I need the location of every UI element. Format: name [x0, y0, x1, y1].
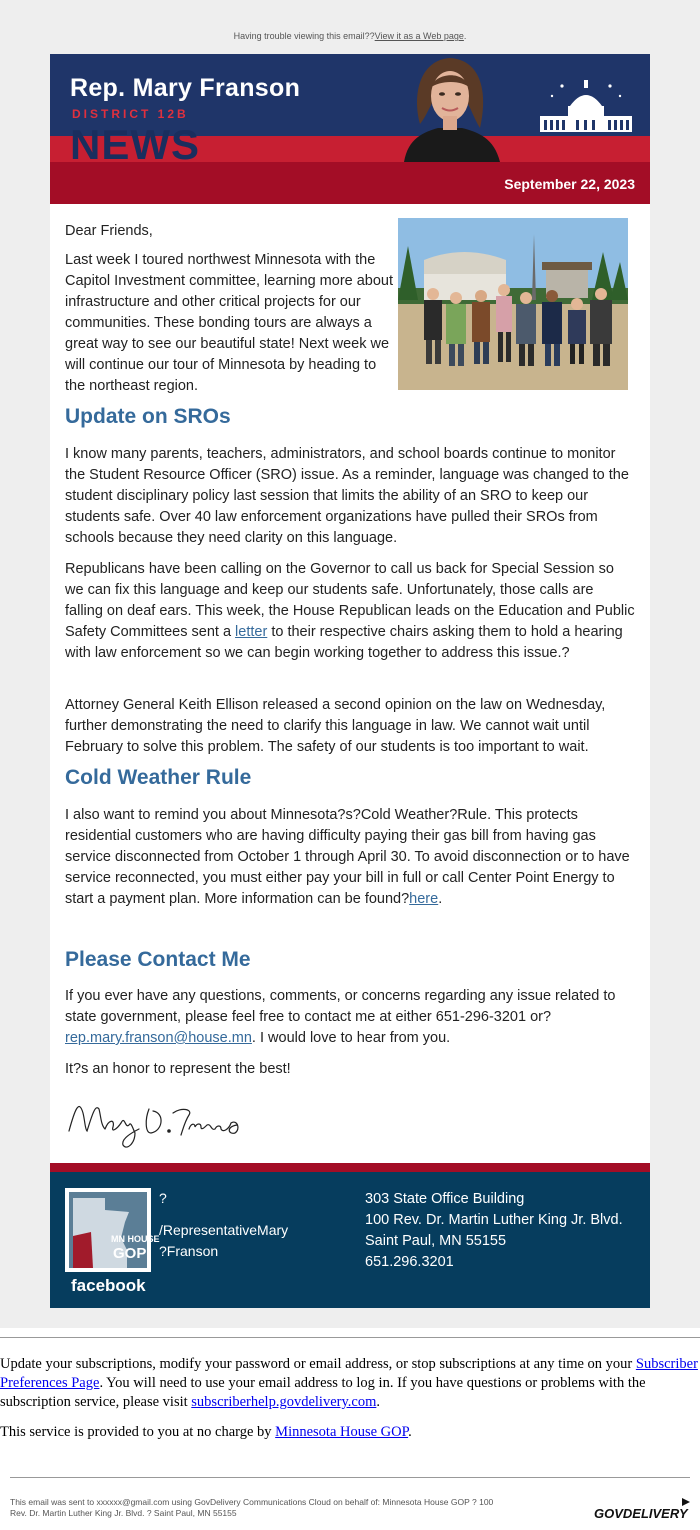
contact-heading: Please Contact Me	[65, 948, 251, 971]
facebook-placeholder: ?	[159, 1190, 167, 1206]
contact-paragraph: If you ever have any questions, comments, or concerns regarding any issue related to state government, please feel free to contact me at either 651-296-3201 or? rep.mary.franson@house.mn. I would love to hear from you.	[65, 988, 616, 1046]
svg-text:facebook: facebook	[71, 1276, 146, 1295]
sro-paragraph-1: I know many parents, teachers, administrators, and school boards continue to monitor the Student Resource Officer (SRO) issue. As a reminder, language was changed to the student disciplinary policy last session that limits the ability of an SRO to keep our students safe. Over 40 law enforcement organizations have pulled their SROs from schools because they need clarity on this language.	[65, 446, 629, 546]
subscriber-help-link[interactable]: subscriberhelp.govdelivery.com	[191, 1394, 377, 1410]
representative-portrait	[390, 54, 510, 162]
view-web-page-link[interactable]: View it as a Web page	[374, 31, 464, 41]
preheader: Having trouble viewing this email??View it as a Web page.	[233, 31, 467, 41]
news-title: NEWS	[70, 121, 200, 168]
service-notice: This service is provided to you at no charge by Minnesota House GOP.	[0, 1424, 412, 1440]
facebook-handle[interactable]: /RepresentativeMary ?Franson	[159, 1222, 289, 1259]
sro-heading: Update on SROs	[65, 405, 231, 428]
minnesota-house-gop-link[interactable]: Minnesota House GOP	[275, 1424, 409, 1440]
cold-weather-paragraph: I also want to remind you about Minnesota?s?Cold Weather?Rule. This protects residential customers who are having difficulty paying their gas bill from having gas service disconnected from October 1 through April 30. To avoid disconnection or to have service reconnected, you must either pay your bill in full or call Center Point Energy to start a payment plan. More information can be found?here.	[65, 807, 630, 907]
svg-text:MN HOUSE: MN HOUSE	[111, 1234, 160, 1244]
issue-date: September 22, 2023	[504, 176, 635, 192]
email-link[interactable]: rep.mary.franson@house.mn	[65, 1030, 252, 1046]
intro-paragraph: Last week I toured northwest Minnesota with the Capitol Investment committee, learning more about infrastructure and other critical projects for our communities. These bonding tours are always a great way to see our beautiful state! Next week we will continue our tour of Minnesota by heading to the northeast region.	[65, 252, 394, 394]
office-address: 303 State Office Building 100 Rev. Dr. Martin Luther King Jr. Blvd. Saint Paul, MN 55155 651.296.3201	[365, 1189, 623, 1273]
cold-weather-heading: Cold Weather Rule	[65, 766, 252, 789]
district-label: DISTRICT 12B	[72, 107, 189, 121]
svg-text:GOP: GOP	[113, 1245, 147, 1262]
sender-info: This email was sent to xxxxxx@gmail.com using GovDelivery Communications Cloud on behalf of: Minnesota House GOP ? 100 Rev. Dr. Martin Luther King Jr. Blvd. ? Saint Paul, MN 55155	[10, 1497, 494, 1518]
newsletter-header	[50, 54, 650, 204]
divider	[10, 1477, 690, 1478]
email-body	[50, 54, 650, 1308]
subscription-notice: Update your subscriptions, modify your password or email address, or stop subscriptions at any time on your Subscriber Preferences Page. You will need to use your email address to log in. If you have questions or problems with the subscription service, please visit subscriberhelp.govdelivery.com.	[0, 1356, 698, 1410]
capitol-icon	[538, 78, 634, 134]
preheader-text: Having trouble viewing this email??	[233, 31, 375, 41]
sro-paragraph-2: Republicans have been calling on the Governor to call us back for Special Session so we can fix this language and keep our students safe. Unfortunately, those calls are falling on deaf ears. This week, the House Republican leads on the Education and Public Safety Committees sent a letter to their respective chairs asking them to hold a hearing with law enforcement so we can begin working together to address this issue.?	[65, 561, 635, 661]
closing-line: It?s an honor to represent the best!	[65, 1061, 291, 1077]
signature-image	[65, 1089, 255, 1159]
rep-name: Rep. Mary Franson	[70, 74, 301, 102]
letter-link[interactable]: letter	[235, 624, 268, 640]
phone-number: 651.296.3201	[365, 1254, 454, 1270]
sro-paragraph-3: Attorney General Keith Ellison released a second opinion on the law on Wednesday, further demonstrating the need to clarify this language in law. We cannot wait until February to solve this problem. The safety of our students is too important to wait.	[65, 697, 606, 755]
more-info-link[interactable]: here	[409, 891, 439, 907]
divider	[0, 1337, 700, 1338]
svg-text:GOVDELIVERY: GOVDELIVERY	[594, 1506, 688, 1521]
subscriber-preferences-link[interactable]: Subscriber Preferences Page	[0, 1356, 698, 1391]
tour-group-photo	[398, 218, 628, 390]
facebook-gop-logo[interactable]	[65, 1188, 160, 1296]
govdelivery-logo[interactable]	[594, 1494, 692, 1522]
greeting: Dear Friends,	[65, 223, 153, 239]
